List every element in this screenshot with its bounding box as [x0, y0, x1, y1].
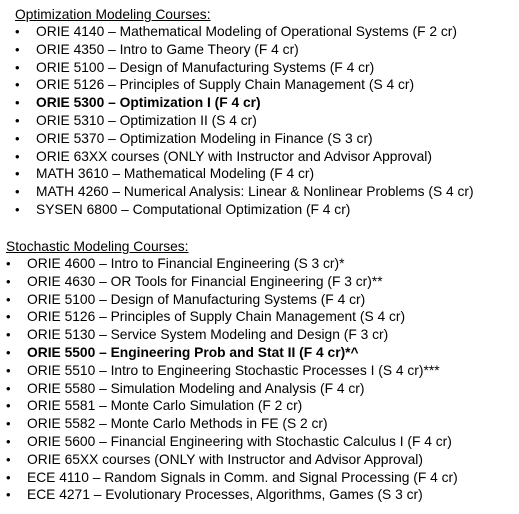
course-text: ORIE 5581 – Monte Carlo Simulation (F 2 cr): [27, 398, 303, 414]
bullet-icon: •: [6, 291, 11, 307]
course-text: ORIE 5300 – Optimization I (F 4 cr): [36, 95, 261, 111]
course-list-item: [0, 380, 519, 398]
course-text: ORIE 5580 – Simulation Modeling and Analysis (F 4 cr): [27, 380, 365, 396]
bullet-icon: •: [15, 77, 20, 93]
course-list-item: [0, 415, 519, 433]
stochastic-courses-section: [0, 238, 519, 504]
course-list-item: [0, 23, 519, 41]
course-list-item: [0, 112, 519, 130]
bullet-icon: •: [15, 59, 20, 75]
bullet-icon: •: [15, 201, 20, 217]
course-text: ORIE 5100 – Design of Manufacturing Systems (F 4 cr): [36, 59, 375, 75]
bullet-icon: •: [15, 184, 20, 200]
course-list-item: [0, 255, 519, 273]
bullet-icon: •: [6, 309, 11, 325]
section-heading: Stochastic Modeling Courses:: [6, 239, 189, 254]
bullet-icon: •: [6, 487, 11, 503]
bullet-icon: •: [6, 469, 11, 485]
course-list-item: [0, 433, 519, 451]
course-list-item: [0, 362, 519, 380]
optimization-courses-section: [0, 6, 519, 219]
course-text: ORIE 5600 – Financial Engineering with Stochastic Calculus I (F 4 cr): [27, 433, 452, 449]
course-text: ORIE 4140 – Mathematical Modeling of Operational Systems (F 2 cr): [36, 24, 457, 39]
bullet-icon: •: [6, 433, 11, 449]
bullet-icon: •: [15, 95, 20, 111]
bullet-icon: •: [15, 166, 20, 182]
course-text: ECE 4110 – Random Signals in Comm. and Signal Processing (F 4 cr): [27, 469, 458, 485]
course-text: ORIE 65XX courses (ONLY with Instructor and Advisor Approval): [27, 451, 423, 467]
course-text: ORIE 4630 – OR Tools for Financial Engineering (F 3 cr)**: [27, 273, 383, 289]
course-text: ORIE 4600 – Intro to Financial Engineering (S 3 cr)*: [27, 256, 345, 271]
course-list: [0, 23, 519, 219]
course-list-item: [0, 308, 519, 326]
course-list-item: [0, 397, 519, 415]
bullet-icon: •: [15, 41, 20, 57]
course-text: ORIE 5126 – Principles of Supply Chain Management (S 4 cr): [36, 77, 415, 93]
course-list-item: [0, 344, 519, 362]
course-text: ORIE 5510 – Intro to Engineering Stochastic Processes I (S 4 cr)***: [27, 362, 440, 378]
course-list-item: [0, 486, 519, 504]
course-list-item: [0, 76, 519, 94]
bullet-icon: •: [15, 130, 20, 146]
course-text: ORIE 5370 – Optimization Modeling in Finance (S 3 cr): [36, 130, 373, 146]
course-text: ORIE 4350 – Intro to Game Theory (F 4 cr): [36, 41, 299, 57]
bullet-icon: •: [6, 451, 11, 467]
course-text: MATH 4260 – Numerical Analysis: Linear & Nonlinear Problems (S 4 cr): [36, 184, 474, 200]
course-text: MATH 3610 – Mathematical Modeling (F 4 cr): [36, 166, 315, 182]
course-list-item: [0, 165, 519, 183]
course-list-item: [0, 94, 519, 112]
bullet-icon: •: [6, 380, 11, 396]
course-list-item: [0, 201, 519, 219]
bullet-icon: •: [6, 344, 11, 360]
bullet-icon: •: [6, 362, 11, 378]
course-text: ORIE 5310 – Optimization II (S 4 cr): [36, 112, 257, 128]
course-text: ORIE 5500 – Engineering Prob and Stat II (F 4 cr)*^: [27, 344, 359, 360]
course-text: ORIE 5582 – Monte Carlo Methods in FE (S 2 cr): [27, 416, 328, 432]
course-text: ORIE 5126 – Principles of Supply Chain Management (S 4 cr): [27, 309, 406, 325]
course-list-item: [0, 273, 519, 291]
bullet-icon: •: [6, 327, 11, 343]
course-list-item: [0, 451, 519, 469]
course-text: ORIE 5100 – Design of Manufacturing Systems (F 4 cr): [27, 291, 366, 307]
bullet-icon: •: [6, 273, 11, 289]
course-list-item: [0, 326, 519, 344]
bullet-icon: •: [6, 256, 11, 271]
bullet-icon: •: [6, 416, 11, 432]
bullet-icon: •: [6, 398, 11, 414]
course-list-item: [0, 469, 519, 487]
course-text: ORIE 63XX courses (ONLY with Instructor and Advisor Approval): [36, 148, 432, 164]
course-list-item: [0, 41, 519, 59]
course-text: SYSEN 6800 – Computational Optimization (F 4 cr): [36, 201, 351, 217]
course-list-item: [0, 130, 519, 148]
course-list-item: [0, 59, 519, 77]
section-heading: Optimization Modeling Courses:: [15, 7, 211, 22]
course-list-item: [0, 291, 519, 309]
course-list-item: [0, 183, 519, 201]
course-list: [0, 255, 519, 504]
bullet-icon: •: [15, 112, 20, 128]
bullet-icon: •: [15, 148, 20, 164]
bullet-icon: •: [15, 24, 20, 39]
course-text: ORIE 5130 – Service System Modeling and Design (F 3 cr): [27, 327, 389, 343]
course-list-item: [0, 148, 519, 166]
course-text: ECE 4271 – Evolutionary Processes, Algorithms, Games (S 3 cr): [27, 487, 423, 503]
